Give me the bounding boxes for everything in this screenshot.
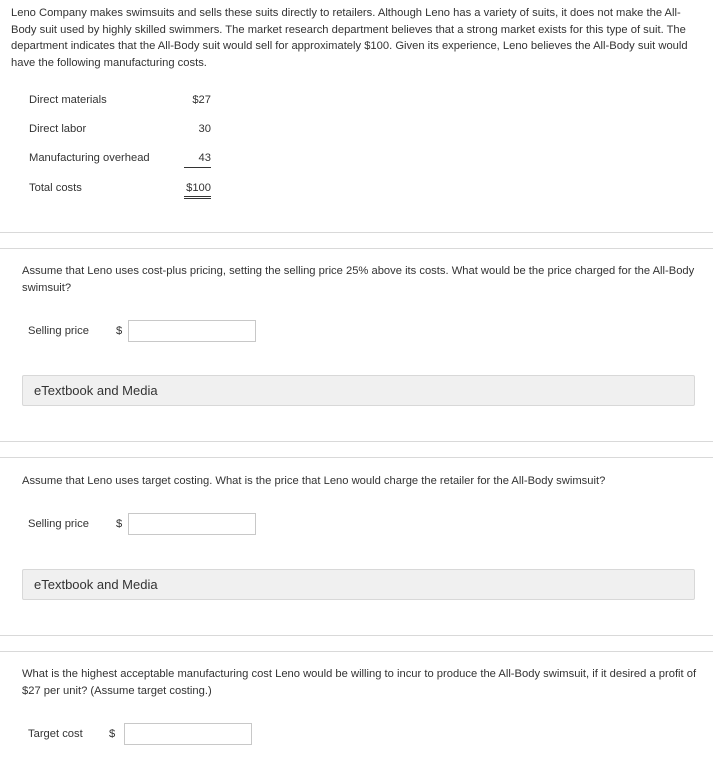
q3-currency-symbol: $ [109, 728, 116, 740]
section-divider [0, 441, 713, 442]
cost-label-direct-materials: Direct materials [29, 94, 107, 106]
subtotal-rule [184, 167, 211, 168]
q3-target-cost-input[interactable] [124, 723, 252, 745]
section-divider [0, 232, 713, 233]
question-1-text: Assume that Leno uses cost-plus pricing, setting the selling price 25% above its costs. What would be the price charged for the All-Body swimsuit? [22, 265, 695, 294]
q1-currency-symbol: $ [116, 325, 123, 337]
cost-value-direct-labor: 30 [198, 123, 211, 135]
question-2-text: Assume that Leno uses target costing. What is the price that Leno would charge the retailer for the All-Body swimsuit? [22, 475, 606, 487]
q2-selling-price-input[interactable] [128, 513, 256, 535]
question-3-text: What is the highest acceptable manufacturing cost Leno would be willing to incur to produce the All-Body swimsuit, if it desired a profit of $27 per unit? (Assume target costing.) [22, 668, 697, 697]
q1-selling-price-input[interactable] [128, 320, 256, 342]
cost-label-total: Total costs [29, 182, 82, 194]
q2-etextbook-media-button[interactable]: eTextbook and Media [22, 569, 695, 600]
cost-value-direct-materials: $27 [192, 94, 211, 106]
q2-currency-symbol: $ [116, 518, 123, 530]
cost-label-direct-labor: Direct labor [29, 123, 87, 135]
section-divider [0, 635, 713, 636]
cost-label-manufacturing-overhead: Manufacturing overhead [29, 152, 150, 164]
section-divider [0, 457, 713, 458]
total-double-rule-bottom [184, 198, 211, 199]
q2-field-label: Selling price [28, 518, 89, 530]
total-double-rule-top [184, 196, 211, 197]
section-divider [0, 651, 713, 652]
q1-etextbook-media-button[interactable]: eTextbook and Media [22, 375, 695, 406]
q1-field-label: Selling price [28, 325, 89, 337]
q3-field-label: Target cost [28, 728, 83, 740]
cost-value-total: $100 [186, 182, 211, 194]
cost-value-manufacturing-overhead: 43 [198, 152, 211, 164]
section-divider [0, 248, 713, 249]
problem-intro: Leno Company makes swimsuits and sells these suits directly to retailers. Although Leno has a variety of suits, it does not make the All-Body suit used by highly skilled swimmers. The market research department believes that a strong market exists for this type of suit. The department indicates that the All-Body suit would sell for approximately $100. Given its experience, Leno believes the All-Body suit would have the following manufacturing costs. [11, 7, 688, 69]
